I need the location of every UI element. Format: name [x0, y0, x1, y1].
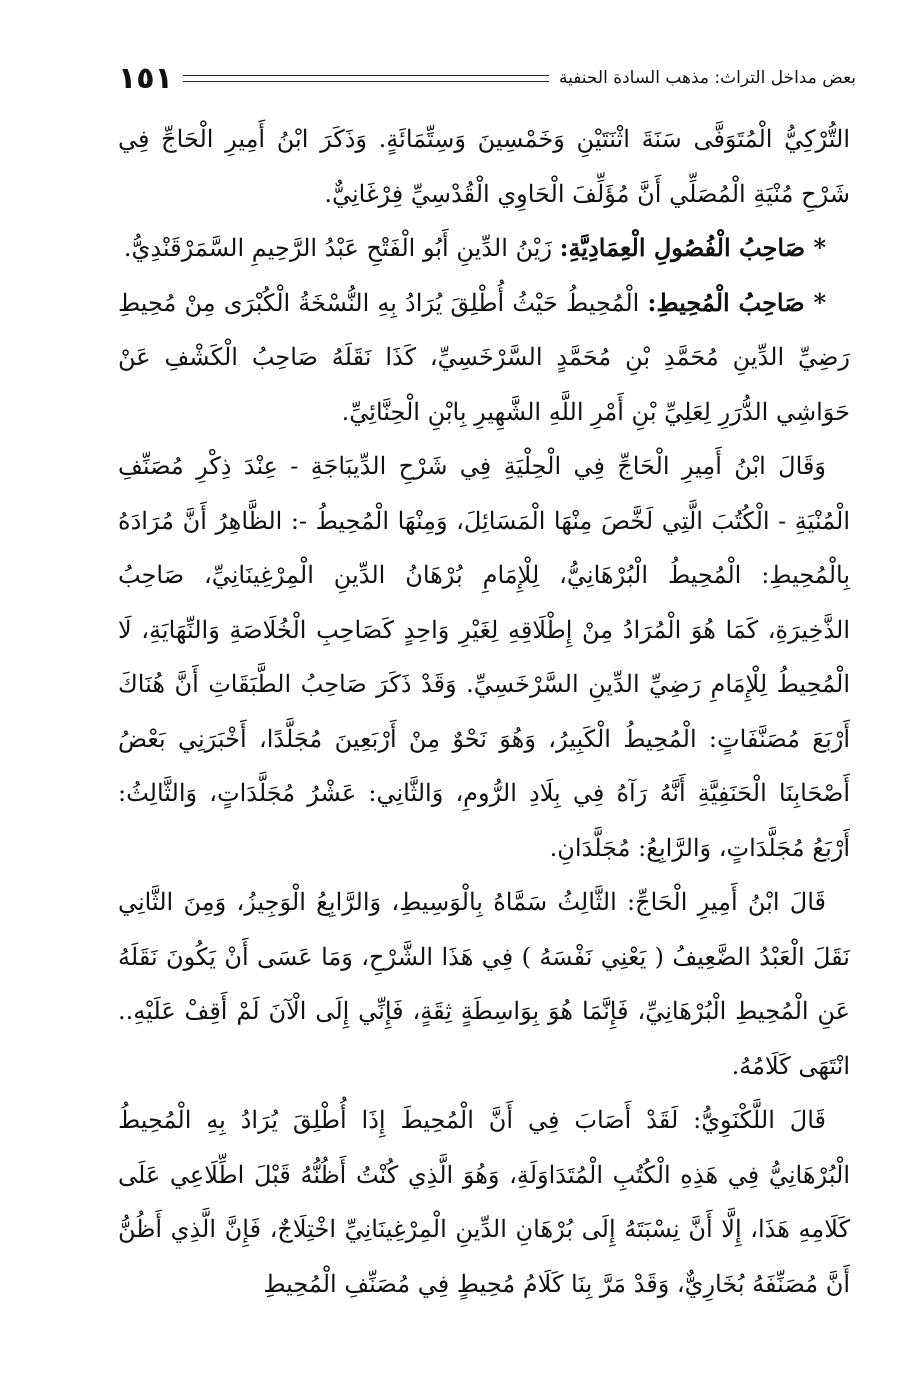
- paragraph-3: [118, 276, 850, 440]
- paragraph-1-text: التُّرْكِيُّ الْمُتَوَفَّى سَنَةَ اثْنَتَيْنِ وَخَمْسِينَ وَسِتِّمَائَةٍ. وَذَكَرَ ابْنُ أَمِيرِ الْحَاجِّ فِي شَرْحِ مُنْيَةِ الْمُصَلِّي أَنَّ مُؤَلِّفَ الْحَاوِي الْقُدْسِيِّ فِرْغَانِيٌّ.: [118, 125, 850, 208]
- entry-heading-fusul: * صَاحِبُ الْفُصُولِ الْعِمَادِيَّةِ:: [559, 233, 826, 262]
- paragraph-3-text: الْمُحِيطُ حَيْثُ أُطْلِقَ يُرَادُ بِهِ النُّسْخَةُ الْكُبْرَى مِنْ مُحِيطِ رَضِيِّ الدِّينِ مُحَمَّدِ بْنِ مُحَمَّدٍ السَّرْخَسِيِّ، كَذَا نَقَلَهُ صَاحِبُ الْكَشْفِ عَنْ حَوَاشِي الدُّرَرِ لِعَلِيِّ بْنِ أَمْرِ اللَّهِ الشَّهِيرِ بِابْنِ الْحِنَّائِيِّ.: [118, 288, 850, 426]
- page-number: ١٥١: [118, 60, 173, 96]
- paragraph-6: [118, 1093, 850, 1311]
- paragraph-4-text: وَقَالَ ابْنُ أَمِيرِ الْحَاجِّ فِي الْحِلْيَةِ فِي شَرْحِ الدِّيبَاجَةِ - عِنْدَ ذِكْرِ مُصَنِّفِ الْمُنْيَةِ - الْكُتُبَ الَّتِي لَخَّصَ مِنْهَا الْمَسَائِلَ، وَمِنْهَا الْمُحِيطُ -: الظَّاهِرُ أَنَّ مُرَادَهُ بِالْمُحِيطِ: الْمُحِيطُ الْبُرْهَانِيُّ، لِلْإِمَامِ بُرْهَانُ الدِّينِ الْمِرْغِينَانِيِّ، صَاحِبُ الذَّخِيرَةِ، كَمَا هُوَ الْمُرَادُ مِنْ إِطْلَاقِهِ لِغَيْرِ وَاحِدٍ كَصَاحِبِ الْخُلَاصَةِ وَالنِّهَايَةِ، لَا الْمُحِيطُ لِلْإِمَامِ رَضِيِّ الدِّينِ السَّرْخَسِيِّ. وَقَدْ ذَكَرَ صَاحِبُ الطَّبَقَاتِ أَنَّ هُنَاكَ أَرْبَعَ مُصَنَّفَاتٍ: الْمُحِيطُ الْكَبِيرُ، وَهُوَ نَحْوٌ مِنْ أَرْبَعِينَ مُجَلَّدًا، أَخْبَرَنِي بَعْضُ أَصْحَابِنَا الْحَنَفِيَّةِ أَنَّهُ رَآهُ فِي بِلَادِ الرُّومِ، وَالثَّانِي: عَشْرُ مُجَلَّدَاتٍ، وَالثَّالِثُ: أَرْبَعُ مُجَلَّدَاتٍ، وَالرَّابِعُ: مُجَلَّدَانِ.: [118, 452, 850, 862]
- entry-heading-muhit: * صَاحِبُ الْمُحِيطِ:: [647, 287, 826, 317]
- paragraph-5: [118, 875, 850, 1093]
- paragraph-5-text: قَالَ ابْنُ أَمِيرِ الْحَاجِّ: الثَّالِثُ سَمَّاهُ بِالْوَسِيطِ، وَالرَّابِعُ الْوَجِيزُ، وَمِنَ الثَّانِي نَقَلَ الْعَبْدُ الضَّعِيفُ ( يَعْنِي نَفْسَهُ ) فِي هَذَا الشَّرْحِ، وَمَا عَسَى أَنْ يَكُونَ نَقَلَهُ عَنِ الْمُحِيطِ الْبُرْهَانِيِّ، فَإِنَّمَا هُوَ بِوَاسِطَةٍ ثِقَةٍ، فَإِنِّي إِلَى الْآنَ لَمْ أَقِفْ عَلَيْهِ.. انْتَهَى كَلَامُهُ.: [118, 888, 850, 1080]
- header-title: بعض مداخل التراث: مذهب السادة الحنفية: [558, 68, 856, 88]
- paragraph-4: [118, 439, 850, 875]
- paragraph-6-text: قَالَ اللَّكْنَوِيُّ: لَقَدْ أَصَابَ فِي أَنَّ الْمُحِيطَ إِذَا أُطْلِقَ يُرَادُ بِهِ الْمُحِيطُ الْبُرْهَانِيُّ فِي هَذِهِ الْكُتُبِ الْمُتَدَاوَلَةِ، وَهُوَ الَّذِي كُنْتُ أَظُنُّهُ قَبْلَ اطِّلَاعِي عَلَى كَلَامِهِ هَذَا، إِلَّا أَنَّ نِسْبَتَهُ إِلَى بُرْهَانِ الدِّينِ الْمِرْغِينَانِيِّ اخْتِلَاجٌ، فَإِنَّ الَّذِي أَظُنُّ أَنَّ مُصَنِّفَهُ بُخَارِيٌّ، وَقَدْ مَرَّ بِنَا كَلَامُ مُحِيطٍ فِي مُصَنِّفِ الْمُحِيطِ: [118, 1106, 850, 1298]
- paragraph-1: [118, 112, 850, 221]
- running-header: [118, 58, 856, 98]
- header-double-rule: [183, 75, 549, 82]
- paragraph-2-text: زَيْنُ الدِّينِ أَبُو الْفَتْحِ عَبْدُ الرَّحِيمِ السَّمَرْقَنْدِيُّ.: [123, 234, 560, 262]
- paragraph-2: [118, 221, 850, 276]
- page-body: [118, 112, 850, 1311]
